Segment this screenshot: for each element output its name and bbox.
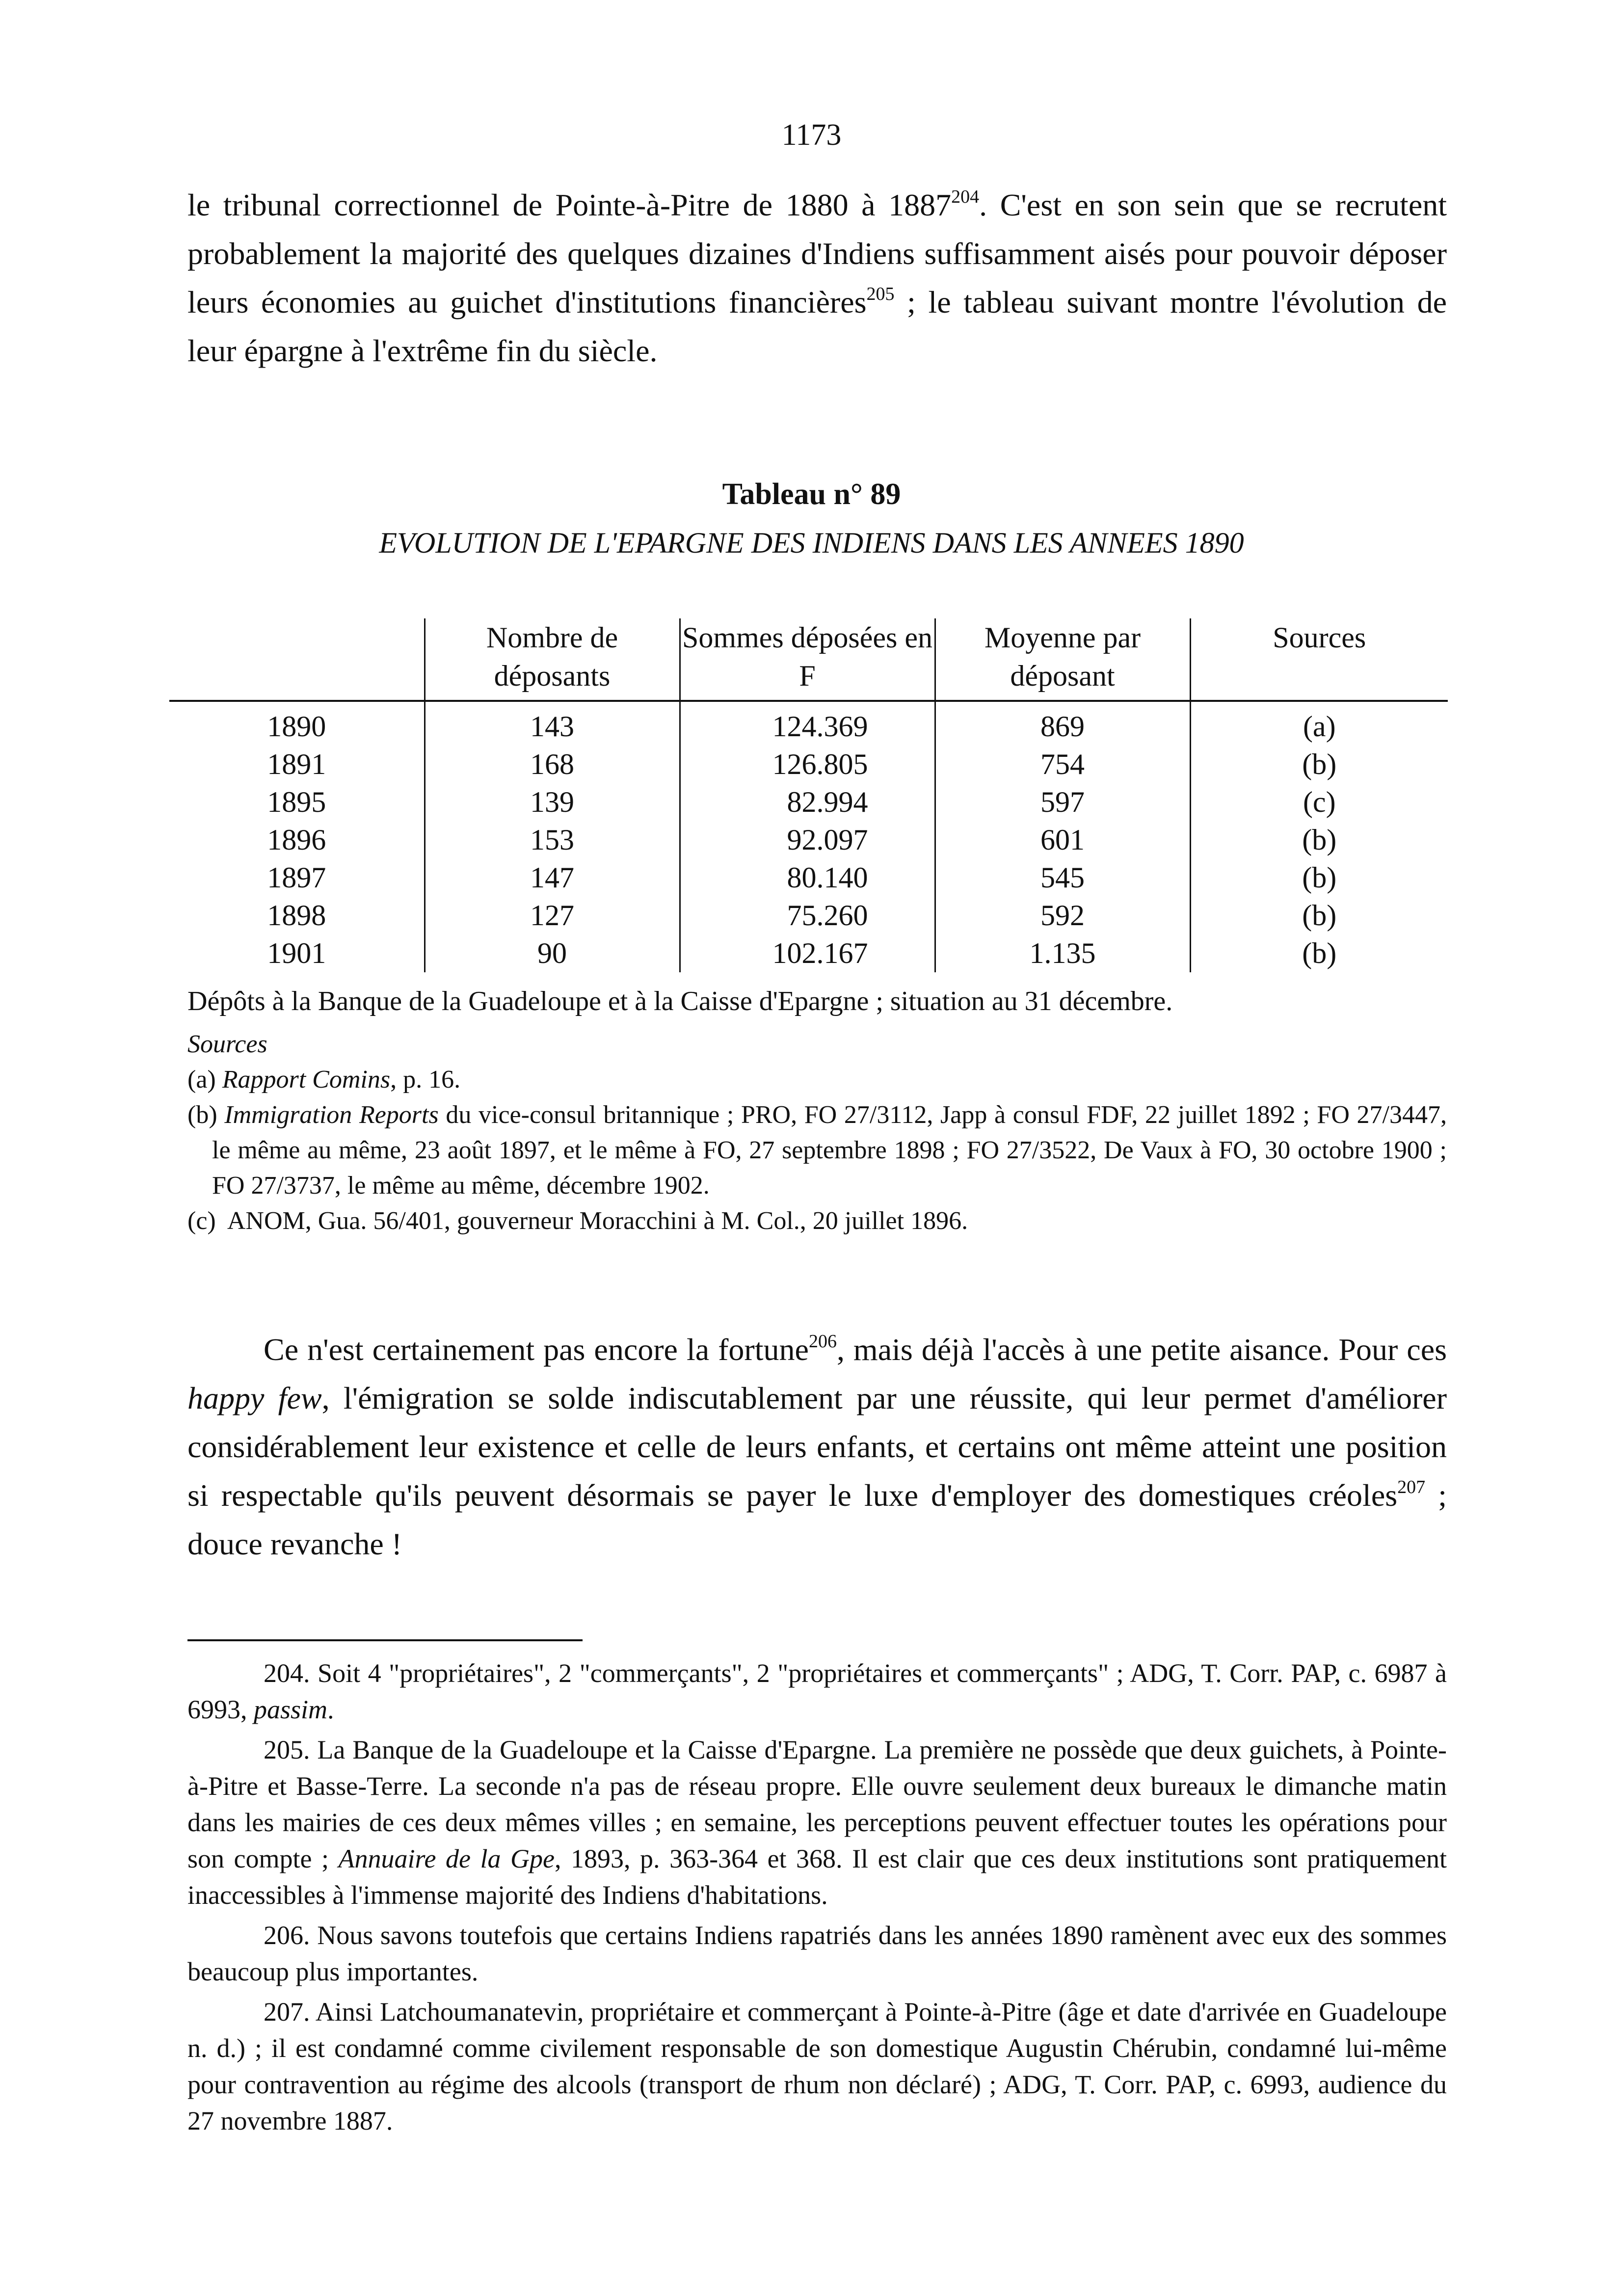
cell-source[interactable]: (c) [1190,783,1448,821]
cell-deposants: 143 [425,701,680,746]
cell-moyenne: 1.135 [935,934,1190,972]
footnote-204-italic: passim [254,1695,328,1724]
table-caption: Dépôts à la Banque de la Guadeloupe et à la Caisse d'Epargne ; situation au 31 décembre. [187,986,1173,1016]
cell-deposants: 127 [425,897,680,934]
cell-source[interactable]: (b) [1190,934,1448,972]
page-number: 1173 [781,118,842,152]
header-moyenne: Moyenne par déposant [935,618,1190,701]
table-row [169,783,1448,821]
para2-text-1: Ce n'est certainement pas encore la fortune [264,1332,809,1367]
header-sources: Sources [1190,618,1448,701]
sources-label: Sources [187,1030,267,1058]
table-subtitle: EVOLUTION DE L'EPARGNE DES INDIENS DANS LES ANNEES 1890 [379,527,1244,559]
cell-year: 1895 [267,786,326,818]
intro-text-3: ; le tableau suivant montre l'évolution de leur épargne à l'extrême fin du siècle. [187,285,1447,368]
cell-sommes: 75.260 [680,897,935,934]
footnote-204-text: 204. Soit 4 "propriétaires", 2 "commerçants", 2 "propriétaires et commerçants" ; ADG, T. Corr. PAP, c. 6987 à 6993, [187,1658,1447,1724]
source-c-label: (c) [187,1207,216,1235]
cell-year: 1901 [267,937,326,969]
footnote-205-text: 205. La Banque de la Guadeloupe et la Caisse d'Epargne. La première ne possède que deux guichets, à Pointe-à-Pitre et Basse-Terre. La seconde n'a pas de réseau propre. Elle ouvre seulement deux bureaux le dimanche matin dans les mairies de ces deux mêmes villes ; en semaine, les perceptions peuvent effectuer toutes les opérations pour son compte ; [187,1735,1447,1873]
cell-deposants: 147 [425,859,680,897]
source-a-title: Rapport Comins [222,1066,391,1094]
cell-year: 1891 [267,748,326,780]
cell-sommes: 124.369 [680,701,935,746]
table-header-row [169,618,1448,701]
source-b-label: (b) [187,1101,217,1129]
table-row [169,897,1448,934]
second-paragraph-block [187,1325,1447,1568]
cell-year: 1898 [267,899,326,932]
footnotes [187,1655,1447,2139]
table-title: Tableau n° 89 [722,478,901,511]
footnote-separator [187,1639,583,1641]
cell-moyenne: 601 [935,821,1190,859]
cell-source[interactable]: (b) [1190,859,1448,897]
footnote-204 [187,1655,1447,1728]
cell-year: 1890 [267,710,326,743]
intro-paragraph [187,181,1447,375]
cell-sommes: 126.805 [680,746,935,783]
source-a-label: (a) [187,1066,216,1094]
cell-moyenne: 592 [935,897,1190,934]
footnote-205-end: , 1893, p. 363-364 et 368. Il est clair que ces deux institutions sont pratiquement inaccessibles à l'immense majorité des Indiens d'habitations. [187,1844,1447,1910]
source-a [187,1062,1447,1097]
footnote-ref-207[interactable]: 207 [1397,1477,1426,1497]
source-b-rest: du vice-consul britannique ; PRO, FO 27/3112, Japp à consul FDF, 22 juillet 1892 ; FO 27/3447, le même au même, 23 août 1897, et le même à FO, 27 septembre 1898 ; FO 27/3522, De Vaux à FO, 30 octobre 1900 ; FO 27/3737, le même au même, décembre 1902. [212,1101,1447,1200]
savings-table [169,618,1448,972]
footnote-204-end: . [327,1695,334,1724]
footnote-205 [187,1732,1447,1913]
cell-source[interactable]: (b) [1190,821,1448,859]
source-c [187,1203,1447,1239]
intro-paragraph-block [187,181,1447,375]
table-notes [187,983,1447,1239]
footnote-ref-206[interactable]: 206 [808,1331,837,1352]
cell-deposants: 153 [425,821,680,859]
para2-text-3: , l'émigration se solde indiscutablement par une réussite, qui leur permet d'améliorer considérablement leur existence et celle de leurs enfants, et certains ont même atteint une position si respectable qu'ils peuvent désormais se payer le luxe d'employer des domestiques créoles [187,1381,1447,1513]
source-b [187,1097,1447,1203]
footnote-206: 206. Nous savons toutefois que certains Indiens rapatriés dans les années 1890 ramènent avec eux des sommes beaucoup plus importantes. [187,1921,1447,1986]
cell-deposants: 168 [425,746,680,783]
table-row [169,934,1448,972]
header-sommes: Sommes déposées en F [680,618,935,701]
header-deposants: Nombre de déposants [425,618,680,701]
cell-sommes: 82.994 [680,783,935,821]
cell-source[interactable]: (b) [1190,746,1448,783]
footnote-207: 207. Ainsi Latchoumanatevin, propriétaire et commerçant à Pointe-à-Pitre (âge et date d'arrivée en Guadeloupe n. d.) ; il est condamné comme civilement responsable de son domestique Augustin Chérubin, condamné lui-même pour contravention au régime des alcools (transport de rhum non déclaré) ; ADG, T. Corr. PAP, c. 6993, audience du 27 novembre 1887. [187,1997,1447,2136]
table-row [169,859,1448,897]
cell-source[interactable]: (b) [1190,897,1448,934]
para2-text-4: ; douce revanche ! [187,1478,1447,1561]
footnote-205-italic: Annuaire de la Gpe [338,1844,555,1873]
para2-italic: happy few [187,1381,322,1415]
cell-sommes: 92.097 [680,821,935,859]
cell-deposants: 90 [425,934,680,972]
footnote-ref-205[interactable]: 205 [866,284,895,304]
cell-moyenne: 597 [935,783,1190,821]
cell-deposants: 139 [425,783,680,821]
cell-moyenne: 545 [935,859,1190,897]
table-row [169,746,1448,783]
footnote-ref-204[interactable]: 204 [951,187,980,207]
second-paragraph [187,1325,1447,1568]
source-b-title: Immigration Reports [224,1101,439,1129]
cell-sommes: 102.167 [680,934,935,972]
para2-text-2: , mais déjà l'accès à une petite aisance. Pour ces [836,1332,1447,1367]
cell-year: 1896 [267,824,326,856]
source-a-rest: , p. 16. [390,1066,461,1094]
table-row [169,701,1448,746]
source-c-text: ANOM, Gua. 56/401, gouverneur Moracchini à M. Col., 20 juillet 1896. [227,1207,968,1235]
cell-year: 1897 [267,861,326,894]
table-row [169,821,1448,859]
intro-text-2: . C'est en son sein que se recrutent probablement la majorité des quelques dizaines d'Indiens suffisamment aisés pour pouvoir déposer leurs économies au guichet d'institutions financières [187,187,1447,320]
cell-moyenne: 754 [935,746,1190,783]
cell-sommes: 80.140 [680,859,935,897]
intro-text: le tribunal correctionnel de Pointe-à-Pitre de 1880 à 1887 [187,187,952,222]
header-year [169,618,425,701]
cell-moyenne: 869 [935,701,1190,746]
cell-source[interactable]: (a) [1190,701,1448,746]
